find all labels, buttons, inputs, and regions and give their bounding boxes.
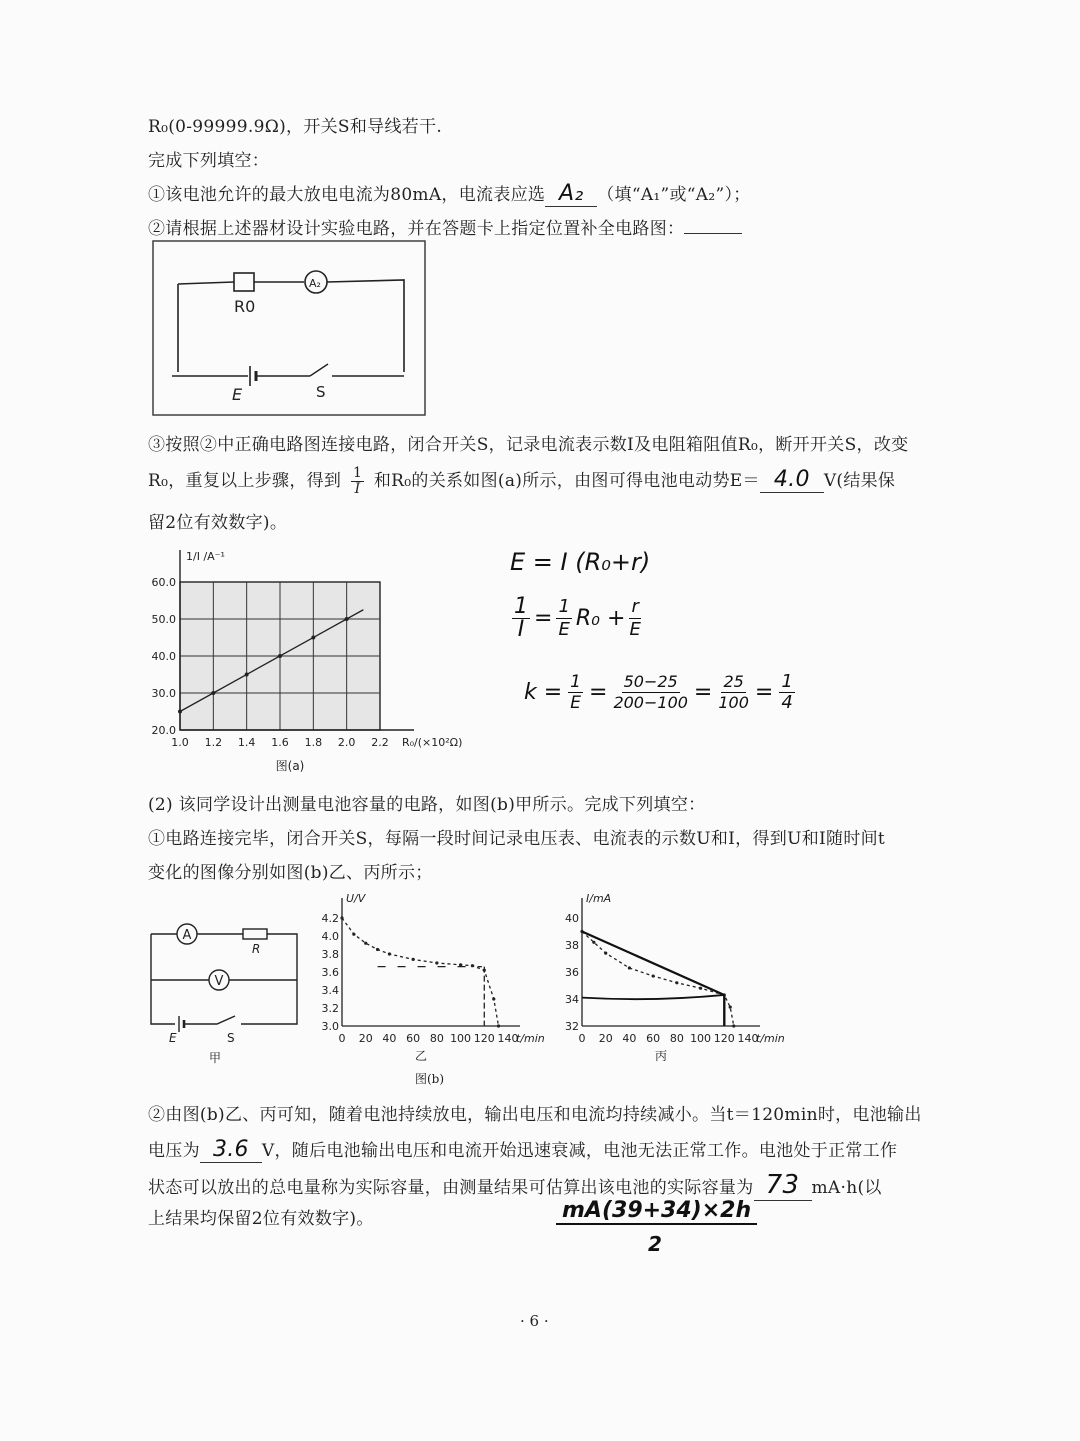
question-circuit-text: ②请根据上述器材设计实验电路，并在答题卡上指定位置补全电路图： — [148, 219, 685, 239]
question-voltage-text-a: 电压为 — [148, 1141, 200, 1161]
graph-a-y-axis-label: 1/I /A⁻¹ — [186, 550, 225, 563]
c2-wire-right — [241, 934, 297, 1024]
graph-voltage-series-point — [492, 997, 495, 1000]
graph-voltage-series-point — [412, 958, 415, 961]
answer-capacity: 73 — [754, 1170, 812, 1201]
graph-voltage-series-point — [497, 1024, 500, 1027]
circuit-diagram-1 — [152, 240, 426, 416]
graph-current-y-tick-label: 36 — [565, 966, 579, 979]
graph-a-y-tick-label: 20.0 — [151, 724, 176, 737]
graph-current-x-tick-label: 140 — [737, 1032, 759, 1045]
graph-voltage-series-point — [471, 964, 474, 967]
question-voltage-text-b: V，随后电池输出电压和电流开始迅速衰减，电池无法正常工作。电池处于正常工作 — [261, 1141, 898, 1161]
graph-current-series-line — [582, 932, 734, 1027]
graph-b-voltage — [308, 888, 548, 1078]
hand-eq2-middle: R₀ + — [575, 606, 626, 631]
graph-a — [140, 538, 480, 774]
graph-a-data-point — [345, 617, 349, 621]
graph-voltage-series-point — [388, 952, 391, 955]
text-line-11: ②由图(b)乙、丙可知，随着电池持续放电，输出电压和电流均持续减小。当t＝120min时，电池输出 — [148, 1105, 922, 1125]
graph-a-caption: 图(a) — [275, 759, 305, 773]
graph-voltage-x-tick-label: 20 — [358, 1032, 373, 1045]
graph-voltage-y-tick-label: 3.4 — [321, 984, 339, 997]
wire-top-left — [178, 282, 234, 284]
graph-voltage-series-point — [364, 942, 367, 945]
label-battery-e: E — [232, 385, 243, 404]
hand-eq3-f2-den: 200−100 — [613, 693, 688, 712]
hand-eq2-c1-num: 1 — [558, 596, 570, 617]
graph-current-x-tick-label: 60 — [646, 1032, 661, 1045]
hand-eq3-f3 — [718, 672, 749, 713]
label-switch-s: S — [316, 383, 326, 401]
answer-voltage: 3.6 — [200, 1137, 262, 1163]
c2-switch-label: S — [227, 1031, 235, 1045]
graph-b-voltage-plot — [322, 892, 545, 1063]
graph-current-caption: 丙 — [655, 1049, 668, 1063]
graph-voltage-y-tick-label: 3.2 — [321, 1002, 339, 1015]
graph-current-x-tick-label: 120 — [713, 1032, 735, 1045]
c2-voltmeter-label: V — [214, 974, 224, 989]
graph-current-series-point — [604, 952, 607, 955]
hand-eq2-c2-den: E — [629, 619, 641, 640]
graph-voltage-x-tick-label: 120 — [473, 1032, 495, 1045]
text-line-8: (2) 该同学设计出测量电池容量的电路，如图(b)甲所示。完成下列填空： — [148, 795, 706, 815]
c2-caption: 甲 — [209, 1051, 222, 1065]
graph-current-y-tick-label: 40 — [565, 912, 579, 925]
text-line-5: ③按照②中正确电路图连接电路，闭合开关S，记录电流表示数I及电阻箱阻值R₀，断开开关S，改变 — [148, 435, 909, 455]
graph-a-y-tick-label: 60.0 — [151, 576, 176, 589]
graph-voltage-x-axis-label: t/min — [516, 1032, 545, 1045]
graph-voltage-caption: 乙 — [415, 1049, 428, 1063]
text-line-12 — [148, 1136, 897, 1163]
c2-resistor-label: R — [252, 942, 261, 956]
graph-a-y-tick-label: 30.0 — [151, 687, 176, 700]
c2-switch — [184, 1016, 235, 1024]
hand-eq2-lhs — [512, 596, 530, 641]
hand-eq2-c2 — [629, 596, 640, 641]
text-line-4 — [148, 214, 742, 239]
c2-battery-label: E — [169, 1031, 177, 1045]
graph-b-current — [548, 888, 788, 1078]
graph-current-hand-line-top — [582, 932, 724, 995]
graph-current-x-tick-label: 20 — [598, 1032, 613, 1045]
hand-eq3-f2 — [613, 672, 687, 713]
text-line-14: 上结果均保留2位有效数字)。 — [148, 1209, 374, 1229]
text-line-3 — [148, 180, 751, 207]
graph-a-data-point — [211, 691, 215, 695]
graph-voltage-x-tick-label: 140 — [497, 1032, 519, 1045]
graph-voltage-x-tick-label: 100 — [450, 1032, 472, 1045]
question-capacity-text-a: 状态可以放出的总电量称为实际容量，由测量结果可估算出该电池的实际容量为 — [148, 1178, 754, 1198]
c2-resistor — [243, 929, 267, 939]
graph-voltage-x-tick-label: 80 — [429, 1032, 444, 1045]
graph-a-data-point — [311, 636, 315, 640]
text-line-9: ①电路连接完毕，闭合开关S，每隔一段时间记录电压表、电流表的示数U和I，得到U和I随时间t — [148, 829, 886, 849]
graph-a-x-axis-label: R₀/(×10²Ω) — [402, 736, 463, 749]
graph-voltage-y-tick-label: 4.2 — [321, 912, 339, 925]
hand-eq3-f1 — [568, 672, 583, 713]
hand-calc-denominator: 2 — [648, 1232, 662, 1256]
graph-current-y-tick-label: 34 — [565, 993, 579, 1006]
graph-voltage-series-point — [435, 961, 438, 964]
graph-current-series-point — [628, 966, 631, 969]
question-emf-text-c: V(结果保 — [823, 471, 896, 491]
answer-ammeter: A₂ — [545, 181, 597, 207]
graph-voltage-y-tick-label: 3.8 — [321, 948, 339, 961]
graph-voltage-x-tick-label: 60 — [406, 1032, 421, 1045]
question-capacity-text-b: mA·h(以 — [811, 1178, 882, 1198]
graph-a-y-tick-label: 40.0 — [151, 650, 176, 663]
hand-eq2-equals: = — [534, 606, 553, 631]
question-emf-text-a: R₀，重复以上步骤，得到 — [148, 471, 342, 491]
graph-a-x-tick-label: 1.2 — [204, 736, 223, 749]
hand-eq-2 — [512, 596, 641, 641]
hand-eq-3: k = $\frac{1}{E}$ = $\frac{50-25}{200-100}$ = $\frac{25}{100}$ = $\frac{1}{4}$ — [524, 671, 793, 713]
c2-wire-left — [151, 934, 175, 1024]
graph-voltage-series-point — [352, 933, 355, 936]
page-number: · 6 · — [520, 1312, 549, 1330]
hand-eq3-f3-num: 25 — [723, 672, 744, 691]
graph-voltage-series-point — [459, 963, 462, 966]
graph-current-x-tick-label: 0 — [578, 1032, 586, 1045]
label-ammeter: A₂ — [309, 277, 321, 290]
graph-current-series-point — [592, 941, 595, 944]
question-ammeter-text: ①该电池允许的最大放电电流为80mA，电流表应选 — [148, 185, 546, 205]
graph-voltage-series-point — [340, 916, 343, 919]
text-line-13 — [148, 1170, 882, 1201]
graph-a-data-point — [245, 673, 249, 677]
graph-a-data-point — [178, 710, 182, 714]
answer-emf: 4.0 — [760, 467, 824, 493]
switch-blade — [310, 364, 328, 376]
graph-current-hand-line-bottom — [582, 995, 724, 999]
question-ammeter-hint: （填“A₁”或“A₂”）； — [597, 185, 751, 205]
graph-voltage-y-tick-label: 3.6 — [321, 966, 339, 979]
graph-current-series-point — [675, 981, 678, 984]
hand-eq2-c2-num: r — [631, 596, 639, 617]
graph-current-x-tick-label: 80 — [669, 1032, 684, 1045]
question-emf-text-b: 和R₀的关系如图(a)所示，由图可得电池电动势E＝ — [373, 471, 760, 491]
blank-circuit — [684, 215, 742, 234]
text-line-1: R₀(0-99999.9Ω)，开关S和导线若干. — [148, 117, 443, 137]
text-line-6 — [148, 466, 895, 497]
graph-a-x-tick-label: 1.4 — [237, 736, 256, 749]
hand-eq2-lhs-den: I — [517, 617, 525, 642]
label-r0: R0 — [234, 297, 256, 316]
wire-right — [327, 280, 404, 372]
fraction-numerator: 1 — [352, 465, 363, 481]
graph-current-series-point — [699, 987, 702, 990]
hand-eq3-f4-num: 1 — [781, 671, 793, 692]
graph-a-x-tick-label: 2.2 — [371, 736, 389, 749]
hand-eq3-f4 — [779, 672, 794, 713]
hand-eq3-f1-num: 1 — [570, 672, 581, 692]
hand-eq3-f4-den: 4 — [781, 692, 793, 713]
graph-current-x-axis-label: t/min — [756, 1032, 785, 1045]
graph-b-current-plot — [565, 892, 785, 1063]
graph-current-series-point — [652, 974, 655, 977]
text-line-10: 变化的图像分别如图(b)乙、丙所示； — [148, 863, 433, 883]
hand-eq2-c1-den: E — [558, 619, 570, 640]
text-line-7: 留2位有效数字)。 — [148, 513, 288, 533]
hand-calc-numerator: mA(39+34)×2h — [556, 1198, 757, 1225]
graph-current-y-axis-label: I/mA — [586, 892, 612, 905]
graph-voltage-y-tick-label: 4.0 — [321, 930, 339, 943]
graph-voltage-y-tick-label: 3.0 — [321, 1020, 339, 1033]
r0-resistor — [234, 273, 254, 291]
graph-a-x-tick-label: 1.6 — [271, 736, 289, 749]
graph-a-y-tick-label: 50.0 — [151, 613, 176, 626]
circuit-diagram-2 — [145, 920, 305, 1070]
hand-eq3-f1-den: E — [570, 693, 581, 713]
graph-voltage-series-line — [342, 918, 499, 1026]
graph-a-plot — [152, 550, 463, 749]
graph-voltage-y-axis-label: U/V — [346, 892, 366, 905]
graph-a-x-tick-label: 1.8 — [304, 736, 323, 749]
fraction-1-over-i — [351, 466, 364, 497]
graph-voltage-x-tick-label: 0 — [338, 1032, 346, 1045]
graph-a-data-point — [278, 654, 282, 658]
hand-eq2-lhs-num: 1 — [514, 594, 528, 619]
hand-eq2-c1 — [556, 596, 571, 641]
graph-b-caption: 图(b) — [415, 1072, 445, 1086]
graph-a-x-tick-label: 1.0 — [171, 736, 189, 749]
circuit-frame — [153, 241, 425, 415]
graph-current-y-tick-label: 32 — [565, 1020, 579, 1033]
hand-eq3-f3-den: 100 — [718, 693, 749, 712]
graph-current-x-tick-label: 100 — [690, 1032, 712, 1045]
graph-current-x-tick-label: 40 — [622, 1032, 637, 1045]
c2-ammeter-label: A — [182, 928, 192, 943]
graph-voltage-x-tick-label: 40 — [382, 1032, 397, 1045]
graph-current-y-tick-label: 38 — [565, 939, 579, 952]
text-line-2: 完成下列填空： — [148, 151, 270, 171]
graph-current-series-point — [729, 1006, 732, 1009]
hand-eq3-k: k = — [524, 680, 563, 705]
graph-a-x-tick-label: 2.0 — [337, 736, 356, 749]
hand-eq3-f2-num: 50−25 — [623, 672, 678, 691]
hand-eq-1: E = I (R₀+r) — [510, 548, 651, 576]
graph-voltage-series-point — [376, 948, 379, 951]
fraction-denominator: I — [354, 481, 361, 497]
graph-current-series-point — [732, 1024, 735, 1027]
